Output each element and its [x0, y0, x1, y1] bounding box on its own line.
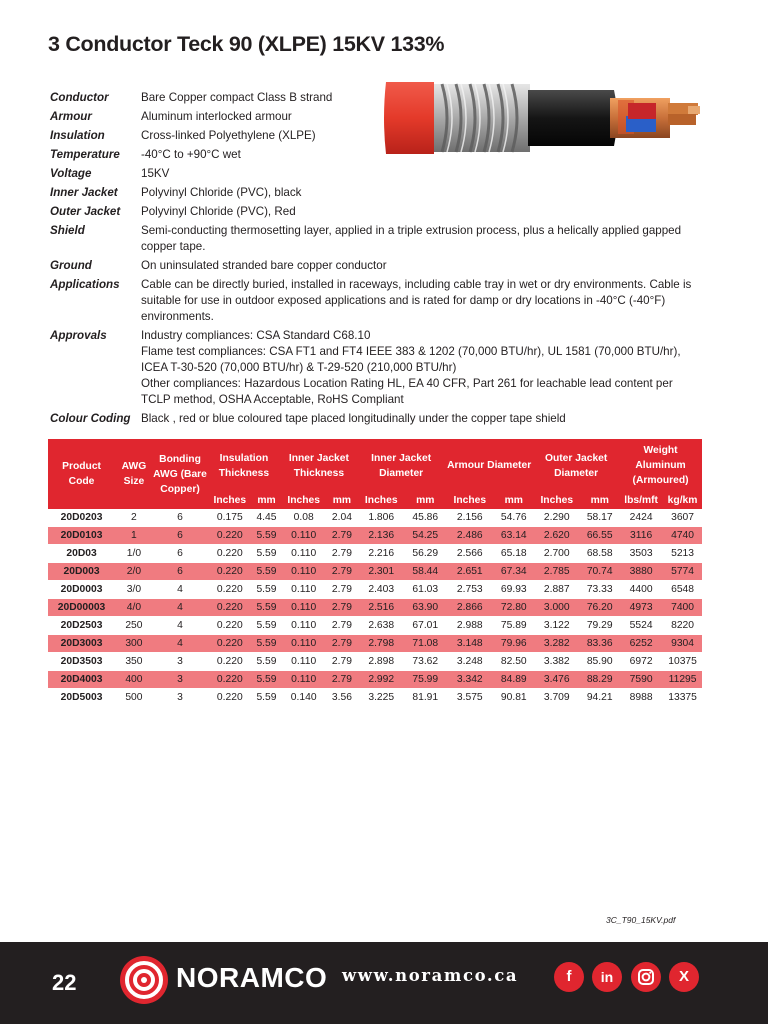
table-cell: 2.566 — [445, 545, 494, 563]
table-cell: 2.988 — [445, 617, 494, 635]
col-weight: Weight Aluminum (Armoured) — [619, 439, 702, 492]
col-inner-jacket-thickness: Inner Jacket Thickness — [281, 439, 358, 492]
spec-applications — [50, 277, 702, 325]
table-cell: 400 — [115, 671, 153, 689]
table-row — [48, 689, 702, 707]
spec-value — [141, 328, 702, 408]
table-cell: 0.110 — [281, 599, 327, 617]
table-cell: 2.992 — [357, 671, 405, 689]
spec-label: Inner Jacket — [50, 186, 118, 199]
table-cell: 2.136 — [357, 527, 405, 545]
table-cell: 2.638 — [357, 617, 405, 635]
table-cell: 79.96 — [494, 635, 533, 653]
facebook-icon: f — [566, 968, 572, 985]
table-cell: 300 — [115, 635, 153, 653]
table-cell: 45.86 — [405, 509, 445, 527]
table-cell: 2.79 — [327, 563, 357, 581]
spec-value: 15KV — [141, 167, 170, 180]
table-cell: 8220 — [663, 617, 702, 635]
table-cell: 2.301 — [357, 563, 405, 581]
table-cell: 4740 — [663, 527, 702, 545]
unit-inches: Inches — [281, 492, 327, 509]
table-cell: 2.798 — [357, 635, 405, 653]
table-cell: 67.34 — [494, 563, 533, 581]
table-cell: 5524 — [619, 617, 663, 635]
table-cell: 2.79 — [327, 581, 357, 599]
table-cell: 2.651 — [445, 563, 494, 581]
approvals-industry: Industry compliances: CSA Standard C68.10 — [141, 329, 371, 342]
spec-label: Applications — [50, 278, 120, 291]
table-cell: 2.79 — [327, 545, 357, 563]
table-cell: 6 — [153, 509, 207, 527]
table-cell: 66.55 — [580, 527, 619, 545]
table-cell: 2.785 — [533, 563, 580, 581]
table-cell: 3 — [153, 653, 207, 671]
spec-value: Polyvinyl Chloride (PVC), black — [141, 186, 302, 199]
table-cell: 0.175 — [207, 509, 252, 527]
table-cell: 0.220 — [207, 617, 252, 635]
table-cell: 70.74 — [580, 563, 619, 581]
table-cell: 8988 — [619, 689, 663, 707]
table-cell: 3.282 — [533, 635, 580, 653]
spec-label: Voltage — [50, 167, 92, 180]
spec-value: -40°C to +90°C wet — [141, 148, 241, 161]
spec-voltage — [50, 166, 702, 182]
table-cell: 10375 — [663, 653, 702, 671]
table-cell: 79.29 — [580, 617, 619, 635]
spec-outer-jacket — [50, 204, 702, 220]
unit-inches: Inches — [533, 492, 580, 509]
table-cell: 2.04 — [327, 509, 357, 527]
facebook-button[interactable] — [554, 962, 584, 992]
col-product-code: Product Code — [48, 439, 115, 509]
unit-mm: mm — [327, 492, 357, 509]
table-cell: 69.93 — [494, 581, 533, 599]
table-cell: 0.110 — [281, 617, 327, 635]
product-code-cell: 20D4003 — [48, 671, 115, 689]
spec-label: Ground — [50, 259, 92, 272]
table-cell: 3/0 — [115, 581, 153, 599]
col-inner-jacket-diameter: Inner Jacket Diameter — [357, 439, 445, 492]
table-cell: 82.50 — [494, 653, 533, 671]
spec-inner-jacket — [50, 185, 702, 201]
brand-name[interactable]: NORAMCO — [176, 962, 328, 993]
table-cell: 5.59 — [252, 671, 280, 689]
table-cell: 3.382 — [533, 653, 580, 671]
table-cell: 3.122 — [533, 617, 580, 635]
table-cell: 6548 — [663, 581, 702, 599]
table-cell: 5.59 — [252, 653, 280, 671]
product-code-cell: 20D3003 — [48, 635, 115, 653]
specs-table — [48, 439, 702, 707]
unit-mm: mm — [405, 492, 445, 509]
spec-label: Armour — [50, 110, 92, 123]
unit-inches: Inches — [357, 492, 405, 509]
table-cell: 2.753 — [445, 581, 494, 599]
table-cell: 75.89 — [494, 617, 533, 635]
table-cell: 3503 — [619, 545, 663, 563]
table-cell: 0.140 — [281, 689, 327, 707]
col-insulation: Insulation Thickness — [207, 439, 280, 492]
table-cell: 2424 — [619, 509, 663, 527]
table-cell: 5774 — [663, 563, 702, 581]
table-cell: 2.887 — [533, 581, 580, 599]
table-row — [48, 599, 702, 617]
table-cell: 2.290 — [533, 509, 580, 527]
table-cell: 63.90 — [405, 599, 445, 617]
unit-mm: mm — [494, 492, 533, 509]
table-cell: 5.59 — [252, 545, 280, 563]
unit-lbs-mft: lbs/mft — [619, 492, 663, 509]
product-code-cell: 20D5003 — [48, 689, 115, 707]
table-cell: 90.81 — [494, 689, 533, 707]
table-cell: 6 — [153, 527, 207, 545]
spec-label: Outer Jacket — [50, 205, 121, 218]
unit-kg-km: kg/km — [663, 492, 702, 509]
unit-mm: mm — [252, 492, 280, 509]
table-cell: 2.620 — [533, 527, 580, 545]
table-header-row — [48, 439, 702, 492]
approvals-flame: Flame test compliances: CSA FT1 and FT4 IEEE 383 & 1202 (70,000 BTU/hr), UL 1581 (70,000 BTU/hr), ICEA T-30-520 (70,000 BTU/hr) & T-29-520 (210,000 BTU/hr) — [141, 345, 681, 374]
table-cell: 76.20 — [580, 599, 619, 617]
table-cell: 0.110 — [281, 563, 327, 581]
table-cell: 2.79 — [327, 599, 357, 617]
spec-value: Aluminum interlocked armour — [141, 110, 292, 123]
x-button[interactable] — [669, 962, 699, 992]
table-cell: 4 — [153, 599, 207, 617]
table-cell: 3.225 — [357, 689, 405, 707]
spec-shield — [50, 223, 702, 255]
product-code-cell: 20D003 — [48, 563, 115, 581]
table-cell: 4 — [153, 635, 207, 653]
table-cell: 3116 — [619, 527, 663, 545]
table-cell: 54.76 — [494, 509, 533, 527]
table-cell: 6 — [153, 563, 207, 581]
table-cell: 13375 — [663, 689, 702, 707]
table-cell: 0.220 — [207, 581, 252, 599]
unit-inches: Inches — [207, 492, 252, 509]
table-cell: 73.33 — [580, 581, 619, 599]
product-code-cell: 20D3503 — [48, 653, 115, 671]
table-row — [48, 527, 702, 545]
table-cell: 65.18 — [494, 545, 533, 563]
table-cell: 4.45 — [252, 509, 280, 527]
col-outer-jacket-diameter: Outer Jacket Diameter — [533, 439, 619, 492]
table-cell: 0.110 — [281, 653, 327, 671]
approvals-other: Other compliances: Hazardous Location Rating HL, EA 40 CFR, Part 261 for leachable lead content per TCLP method, OSHA Acceptable, RoHS Compliant — [141, 377, 673, 406]
table-cell: 2.79 — [327, 527, 357, 545]
table-cell: 0.110 — [281, 671, 327, 689]
table-row — [48, 671, 702, 689]
table-cell: 73.62 — [405, 653, 445, 671]
unit-mm: mm — [580, 492, 619, 509]
spec-label: Conductor — [50, 91, 109, 104]
table-cell: 7400 — [663, 599, 702, 617]
table-cell: 5.59 — [252, 581, 280, 599]
table-row — [48, 581, 702, 599]
table-cell: 72.80 — [494, 599, 533, 617]
spec-value: Cross-linked Polyethylene (XLPE) — [141, 129, 316, 142]
table-cell: 1.806 — [357, 509, 405, 527]
table-cell: 0.220 — [207, 635, 252, 653]
product-code-cell: 20D0103 — [48, 527, 115, 545]
table-cell: 54.25 — [405, 527, 445, 545]
table-cell: 0.110 — [281, 527, 327, 545]
table-cell: 0.220 — [207, 545, 252, 563]
table-cell: 56.29 — [405, 545, 445, 563]
table-cell: 2.79 — [327, 617, 357, 635]
table-cell: 71.08 — [405, 635, 445, 653]
table-cell: 0.08 — [281, 509, 327, 527]
page-title: 3 Conductor Teck 90 (XLPE) 15KV 133% — [48, 32, 445, 56]
table-cell: 4/0 — [115, 599, 153, 617]
spec-value: Semi-conducting thermosetting layer, applied in a triple extrusion process, plus a helically applied gapped copper tape. — [141, 224, 682, 253]
table-cell: 3 — [153, 689, 207, 707]
table-cell: 6252 — [619, 635, 663, 653]
table-cell: 500 — [115, 689, 153, 707]
table-cell: 4973 — [619, 599, 663, 617]
table-cell: 0.220 — [207, 563, 252, 581]
x-icon: X — [678, 968, 689, 985]
table-row — [48, 509, 702, 527]
table-cell: 0.220 — [207, 671, 252, 689]
col-bonding-awg: Bonding AWG (Bare Copper) — [153, 439, 207, 509]
spec-label: Insulation — [50, 129, 105, 142]
table-cell: 350 — [115, 653, 153, 671]
table-cell: 2.79 — [327, 653, 357, 671]
instagram-button[interactable] — [631, 962, 661, 992]
table-cell: 5.59 — [252, 689, 280, 707]
product-code-cell: 20D00003 — [48, 599, 115, 617]
table-cell: 0.220 — [207, 689, 252, 707]
table-cell: 1 — [115, 527, 153, 545]
table-cell: 84.89 — [494, 671, 533, 689]
cable-illustration — [382, 76, 704, 158]
table-cell: 3.56 — [327, 689, 357, 707]
table-cell: 2.700 — [533, 545, 580, 563]
table-cell: 0.220 — [207, 653, 252, 671]
spec-value: On uninsulated stranded bare copper conductor — [141, 259, 387, 272]
table-cell: 6 — [153, 545, 207, 563]
table-row — [48, 545, 702, 563]
table-cell: 67.01 — [405, 617, 445, 635]
linkedin-button[interactable] — [592, 962, 622, 992]
table-cell: 0.110 — [281, 545, 327, 563]
table-cell: 85.90 — [580, 653, 619, 671]
product-code-cell: 20D0203 — [48, 509, 115, 527]
table-cell: 3.000 — [533, 599, 580, 617]
spec-value: Black , red or blue coloured tape placed longitudinally under the copper tape shield — [141, 412, 566, 425]
table-cell: 3.342 — [445, 671, 494, 689]
table-cell: 68.58 — [580, 545, 619, 563]
table-cell: 5.59 — [252, 617, 280, 635]
spec-approvals — [50, 328, 702, 408]
spec-value: Bare Copper compact Class B strand — [141, 91, 333, 104]
table-cell: 2 — [115, 509, 153, 527]
spec-label: Shield — [50, 224, 85, 237]
table-cell: 5.59 — [252, 635, 280, 653]
spec-value: Cable can be directly buried, installed in raceways, including cable tray in wet or dry environments. Cable is suitable for use in outdoor exposed applications and is rated for damp or dry locations in -40°C (-40°F) environments. — [141, 278, 692, 323]
table-cell: 58.44 — [405, 563, 445, 581]
table-body — [48, 509, 702, 707]
spec-colour-coding — [50, 411, 702, 427]
table-cell: 3.709 — [533, 689, 580, 707]
table-cell: 250 — [115, 617, 153, 635]
table-cell: 5.59 — [252, 563, 280, 581]
table-cell: 58.17 — [580, 509, 619, 527]
table-cell: 4 — [153, 617, 207, 635]
table-cell: 3 — [153, 671, 207, 689]
page-number: 22 — [52, 970, 77, 995]
table-cell: 5.59 — [252, 527, 280, 545]
linkedin-icon: in — [600, 969, 614, 985]
table-cell: 81.91 — [405, 689, 445, 707]
table-cell: 3880 — [619, 563, 663, 581]
col-armour-diameter: Armour Diameter — [445, 439, 533, 492]
table-cell: 1/0 — [115, 545, 153, 563]
product-code-cell: 20D2503 — [48, 617, 115, 635]
spec-label: Colour Coding — [50, 412, 131, 425]
table-cell: 3.476 — [533, 671, 580, 689]
table-cell: 4 — [153, 581, 207, 599]
product-code-cell: 20D03 — [48, 545, 115, 563]
table-cell: 83.36 — [580, 635, 619, 653]
table-cell: 2.486 — [445, 527, 494, 545]
col-awg-size: AWG Size — [115, 439, 153, 509]
table-cell: 3.248 — [445, 653, 494, 671]
unit-inches: Inches — [445, 492, 494, 509]
table-row — [48, 635, 702, 653]
table-row — [48, 653, 702, 671]
table-cell: 2.216 — [357, 545, 405, 563]
spec-label: Temperature — [50, 148, 120, 161]
table-row — [48, 617, 702, 635]
table-cell: 3.148 — [445, 635, 494, 653]
table-cell: 2.156 — [445, 509, 494, 527]
table-cell: 5.59 — [252, 599, 280, 617]
instagram-icon — [631, 962, 661, 992]
table-cell: 9304 — [663, 635, 702, 653]
table-cell: 63.14 — [494, 527, 533, 545]
table-cell: 0.220 — [207, 527, 252, 545]
spec-label: Approvals — [50, 329, 107, 342]
table-cell: 0.110 — [281, 581, 327, 599]
table-cell: 88.29 — [580, 671, 619, 689]
product-code-cell: 20D0003 — [48, 581, 115, 599]
table-cell: 2.516 — [357, 599, 405, 617]
table-cell: 6972 — [619, 653, 663, 671]
table-cell: 4400 — [619, 581, 663, 599]
website-link[interactable]: www.noramco.ca — [342, 966, 519, 985]
table-cell: 2/0 — [115, 563, 153, 581]
table-row — [48, 563, 702, 581]
table-cell: 2.403 — [357, 581, 405, 599]
table-cell: 2.79 — [327, 635, 357, 653]
table-cell: 2.898 — [357, 653, 405, 671]
table-cell: 3.575 — [445, 689, 494, 707]
table-cell: 11295 — [663, 671, 702, 689]
file-name: 3C_T90_15KV.pdf — [606, 915, 676, 925]
footer — [0, 942, 768, 1024]
table-cell: 7590 — [619, 671, 663, 689]
table-cell: 0.110 — [281, 635, 327, 653]
noramco-logo-icon[interactable] — [118, 954, 170, 1006]
table-cell: 94.21 — [580, 689, 619, 707]
table-cell: 61.03 — [405, 581, 445, 599]
table-cell: 3607 — [663, 509, 702, 527]
spec-ground — [50, 258, 702, 274]
table-cell: 0.220 — [207, 599, 252, 617]
spec-value: Polyvinyl Chloride (PVC), Red — [141, 205, 296, 218]
table-cell: 2.79 — [327, 671, 357, 689]
table-cell: 2.866 — [445, 599, 494, 617]
table-cell: 5213 — [663, 545, 702, 563]
table-cell: 75.99 — [405, 671, 445, 689]
